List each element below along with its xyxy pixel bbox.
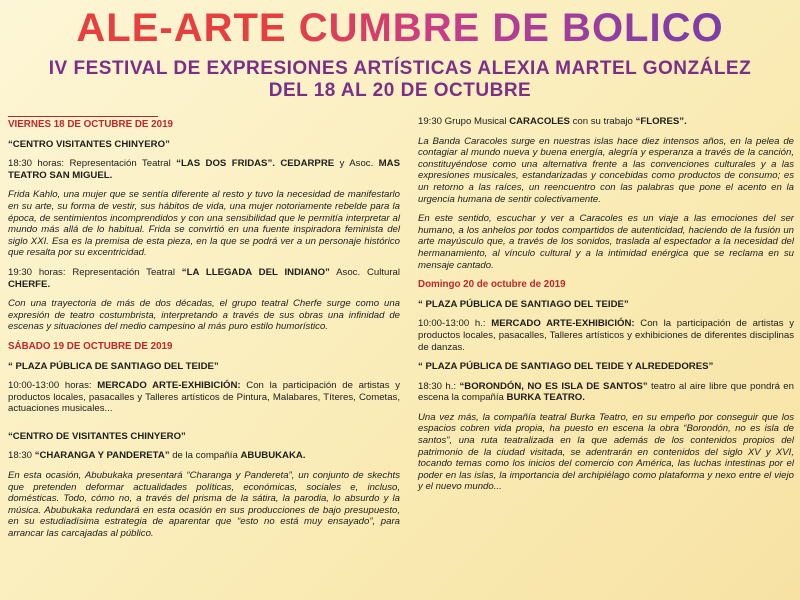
venue-sunday-2: “ PLAZA PÚBLICA DE SANTIAGO DEL TEIDE Y ALREDEDORES” bbox=[418, 361, 714, 373]
festival-title: ALE-ARTE CUMBRE DE BOLICO bbox=[0, 6, 800, 50]
event-sunday-2: 18:30 h.: “BORONDÓN, NO ES ISLA DE SANTOS” teatro al aire libre que pondrá en escena la compañía BURKA TEATRO. bbox=[418, 380, 794, 404]
day-heading-friday: VIERNES 18 DE OCTUBRE DE 2019 bbox=[8, 119, 173, 130]
right-column bbox=[418, 116, 794, 501]
event-friday-1-description: Frida Kahlo, una mujer que se sentía diferente al resto y tuvo la necesidad de manifestarlo en su arte, su forma de vestir, sus hábitos de vida, una mujer notoriamente rebelde para la época, de sentimientos incomprendidos y con una sensibilidad que le permitía interpretar al mundo más allá de lo habitual. Frida se convirtió en una fuente inspiradora feminista del siglo XXI. Esa es la premisa de esta pieza, en la que se podrá ver a un personaje histórico que resalta por su excentricidad. bbox=[8, 189, 400, 259]
event-sunday-1: 10:00-13:00 h.: MERCADO ARTE-EXHIBICIÓN: Con la participación de artistas y productos locales, pasacalles, Talleres artísticos y exhibiciones de diferentes disciplinas de danzas. bbox=[418, 318, 794, 353]
event-saturday-3-description-1: La Banda Caracoles surge en nuestras islas hace diez intensos años, en la pelea de contagiar al mundo nueva y buena energía, alegría y esperanza a través de la canción, constituyéndose como una alternativa frente a las convenciones culturales y a las expresiones musicales, estandarizadas y concebidas como productos de consumo; es un retorno a las raíces, un reencuentro con las palabras que pone el acento en la urgencia humana de sentir colectivamente. bbox=[418, 135, 794, 205]
event-sunday-2-description: Una vez más, la compañía teatral Burka Teatro, en su empeño por conseguir que los espacios cobren vida propia, ha puesto en escena la obra “Borondón, no es isla de santos”, una ruta teatralizada en la que además de los contenidos propios del patrimonio de la ciudad visitada, se adentrarán en contenidos del siglo XV y XVI, tocando temas como los inicios del comercio con América, las luchas intestinas por el poder en las islas, la importancia del archipiélago como plataforma y nexo entre el viejo y el nuevo mundo... bbox=[418, 411, 794, 493]
venue-friday: “CENTRO VISITANTES CHINYERO” bbox=[8, 138, 170, 150]
day-heading-saturday: SÁBADO 19 DE OCTUBRE DE 2019 bbox=[8, 340, 173, 352]
venue-sunday-1: “ PLAZA PÚBLICA DE SANTIAGO DEL TEIDE” bbox=[418, 298, 629, 310]
event-saturday-3-description-2: En este sentido, escuchar y ver a Caracoles es un viaje a las emociones del ser humano, a los anhelos por todos compartidos de autenticidad, haciendo de la fusión un arte mayúsculo que, a través de los sonidos, traslada al espectador a la necesidad del hermanamiento, al vínculo cultural y a la intimidad enérgica que se reclama en su mensaje cantado. bbox=[418, 213, 794, 271]
event-friday-1: 18:30 horas: Representación Teatral “LAS DOS FRIDAS”. CEDARPRE y Asoc. MAS TEATRO SAN MIGUEL. bbox=[8, 158, 400, 181]
festival-subtitle: IV FESTIVAL DE EXPRESIONES ARTÍSTICAS ALEXIA MARTEL GONZÁLEZ bbox=[48, 58, 752, 79]
day-heading-sunday: Domingo 20 de octubre de 2019 bbox=[418, 279, 566, 291]
event-saturday-2: 18:30 “CHARANGA Y PANDERETA” de la compañía ABUBUKAKA. bbox=[8, 450, 306, 462]
event-friday-2-description: Con una trayectoria de más de dos décadas, el grupo teatral Cherfe surge como una expresión de teatro costumbrista, interpretando a través de sus obras una infinidad de escenas y situaciones del medio campesino al más puro estilo humorístico. bbox=[8, 298, 400, 333]
day-separator bbox=[8, 116, 158, 117]
venue-saturday-2: “CENTRO DE VISITANTES CHINYERO” bbox=[8, 430, 186, 442]
left-column bbox=[8, 116, 400, 548]
event-friday-2: 19:30 horas: Representación Teatral “LA LLEGADA DEL INDIANO” Asoc. Cultural CHERFE. bbox=[8, 266, 400, 290]
event-saturday-2-description: En esta ocasión, Abubukaka presentará “Charanga y Pandereta”, un conjunto de skechts que pretenden deformar actualidades políticas, económicas, sociales e, incluso, domésticas. Todo, cómo no, a través del prisma de la sátira, la parodia, lo absurdo y la música. Abubukaka redundará en esta ocasión en sus producciones de bajo presupuesto, en su estudiadísima estrategia de aparentar que “esto no está muy ensayado”, para arrancar las carcajadas al público. bbox=[8, 470, 400, 540]
venue-saturday-1: “ PLAZA PÚBLICA DE SANTIAGO DEL TEIDE” bbox=[8, 360, 219, 372]
festival-dates: DEL 18 AL 20 DE OCTUBRE bbox=[268, 80, 532, 101]
event-saturday-1: 10:00-13:00 horas: MERCADO ARTE-EXHIBICIÓN: Con la participación de artistas y productos locales, pasacalles y Talleres artísticos de Pintura, Malabares, Títeres, Cometas, actuaciones musicales... bbox=[8, 380, 400, 415]
event-saturday-3: 19:30 Grupo Musical CARACOLES con su trabajo “FLORES”. bbox=[418, 116, 687, 127]
